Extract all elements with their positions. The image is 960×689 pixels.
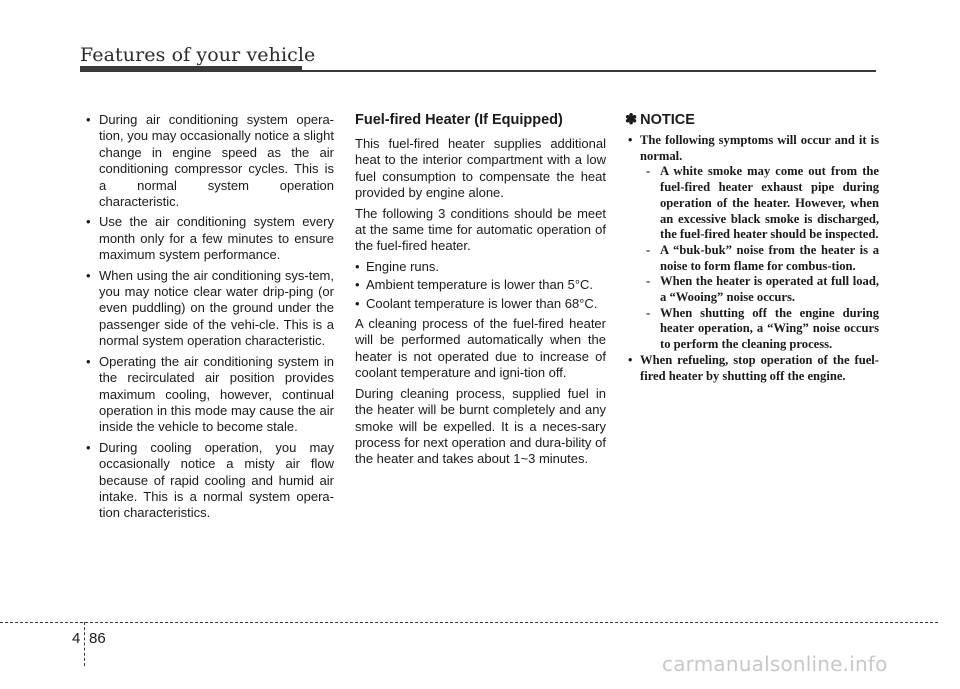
list-item: • Ambient temperature is lower than 5°C.	[355, 277, 606, 293]
notice-title: NOTICE	[640, 112, 695, 128]
notice-sub-list	[640, 164, 879, 352]
notice-heading	[625, 112, 879, 129]
list-item: • Operating the air conditioning system in the recirculated air position provides maximum cooling, however, continual operation in this mode may cause the air inside the vehicle to become stale.	[80, 354, 334, 436]
notice-column	[625, 112, 879, 384]
paragraph: A cleaning process of the fuel-fired heater will be performed automatically when the heater is not operated due to increase of coolant temperature and igni-tion off.	[355, 316, 606, 381]
list-item: • Use the air conditioning system every month only for a few minutes to ensure maximum system performance.	[80, 214, 334, 263]
paragraph: During cleaning process, supplied fuel in the heater will be burnt completely and any smoke will be expelled. It is a neces-sary process for next operation and dura-bility of the heater and takes about 1~3 minutes.	[355, 385, 606, 467]
page-number: 86	[89, 630, 106, 647]
list-item: • When refueling, stop operation of the fuel-fired heater by shutting off the engine.	[625, 353, 879, 384]
list-item: • During air conditioning system opera-tion, you may occasionally notice a slight change in engine speed as the air conditioning compressor cycles. This is a normal system operation characteristic.	[80, 112, 334, 210]
left-column	[80, 112, 334, 526]
header-rule-thin	[302, 70, 876, 72]
chapter-number: 4	[72, 630, 81, 647]
notice-body	[625, 133, 879, 384]
notice-item-text: The following symptoms will occur and it is normal.	[640, 133, 879, 163]
middle-column	[355, 112, 606, 472]
asterisk-icon: ✽	[625, 112, 638, 128]
list-item: - When the heater is operated at full load, a “Wooing” noise occurs.	[640, 274, 879, 305]
list-item	[625, 133, 879, 353]
list-item: • When using the air conditioning sys-tem, you may notice clear water drip-ping (or even puddling) on the ground under the passenger side of the vehi-cle. This is a normal system operation characteristic.	[80, 268, 334, 350]
list-item: - A “buk-buk” noise from the heater is a noise to form flame for combus-tion.	[640, 243, 879, 274]
list-item: - When shutting off the engine during heater operation, a “Wing” noise occurs to perform the cleaning process.	[640, 306, 879, 353]
footer-divider	[84, 622, 85, 666]
section-title: Fuel-fired Heater (If Equipped)	[355, 112, 563, 128]
list-item: • Engine runs.	[355, 259, 606, 275]
conditions-list	[355, 259, 606, 312]
page-header-title: Features of your vehicle	[80, 44, 316, 66]
list-item: • Coolant temperature is lower than 68°C.	[355, 296, 606, 312]
header-rule-dark	[80, 66, 302, 72]
ac-notes-list	[80, 112, 334, 522]
list-item: - A white smoke may come out from the fuel-fired heater exhaust pipe during operation of the heater. However, when an excessive black smoke is discharged, the fuel-fired heater should be inspected.	[640, 164, 879, 243]
footer-rule	[0, 622, 938, 623]
list-item: • During cooling operation, you may occasionally notice a misty air flow because of rapid cooling and humid air intake. This is a normal system opera-tion characteristics.	[80, 440, 334, 522]
watermark: carmanualsonline.info	[662, 652, 888, 676]
paragraph: This fuel-fired heater supplies additional heat to the interior compartment with a low fuel consumption to compensate the heat provided by engine alone.	[355, 136, 606, 201]
paragraph: The following 3 conditions should be meet at the same time for automatic operation of the fuel-fired heater.	[355, 205, 606, 254]
